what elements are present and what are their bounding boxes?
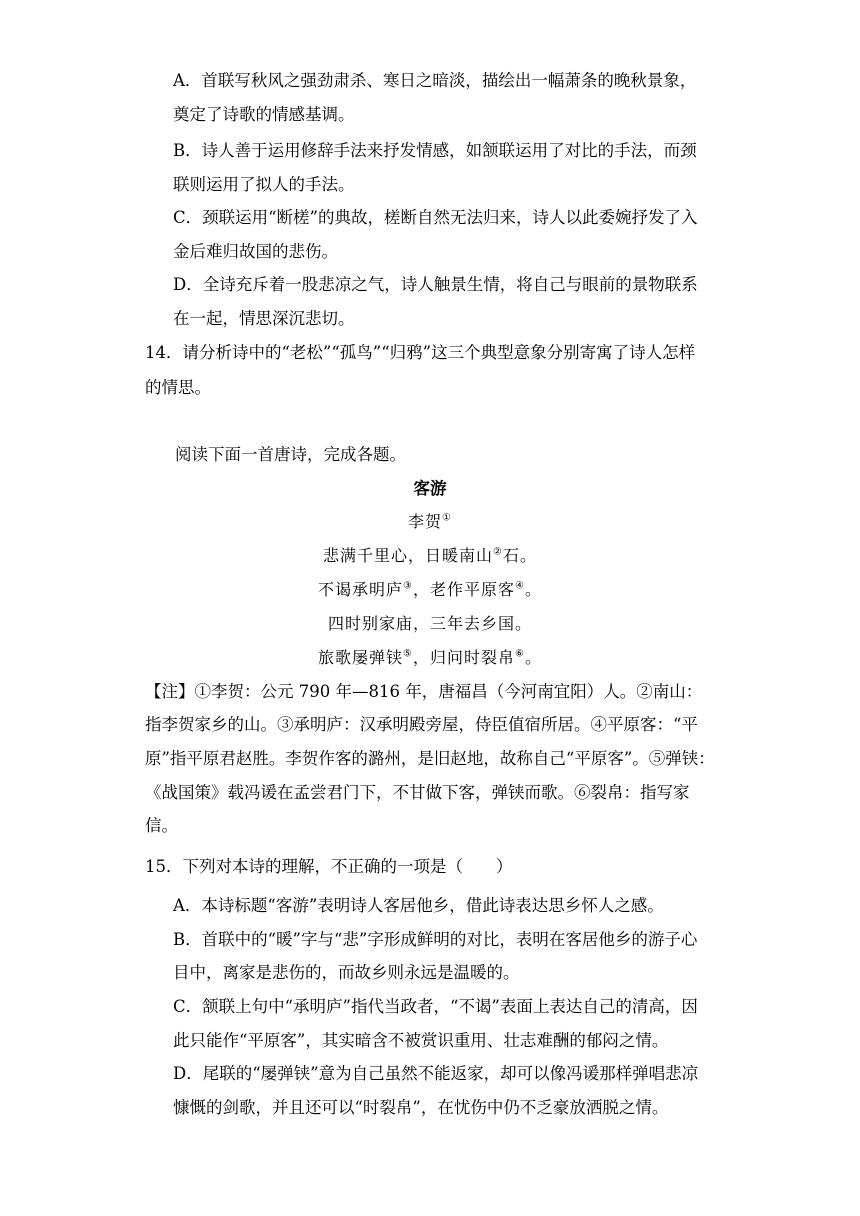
poem-line-4-note-b: ⑥	[515, 648, 525, 660]
poem-line-2-text-c: 。	[524, 580, 542, 599]
q13-option-c-line2: 金后难归故国的悲伤。	[173, 242, 338, 261]
q13-option-b-line1: B．诗人善于运用修辞手法来抒发情感，如颔联运用了对比的手法，而颈	[173, 141, 697, 160]
q15-option-d-line1: D．尾联的“屡弹铗”意为自己虽然不能返家，却可以像冯谖那样弹唱悲凉	[173, 1064, 699, 1083]
poem-title: 客游	[413, 479, 447, 498]
q13-option-a-line2: 奠定了诗歌的情感基调。	[173, 105, 355, 124]
poem-line-1	[0, 545, 860, 567]
poem-line-2-note-b: ④	[515, 580, 525, 592]
note-line-3: 原”指平原君赵胜。李贺作客的潞州，是旧赵地，故称自己“平原客”。⑤弹铗：	[145, 749, 715, 768]
q14-stem-line2: 的情思。	[145, 378, 211, 397]
poem-line-2-text-a: 不谒承明庐	[318, 580, 404, 599]
note-line-1: 【注】①李贺：公元 790 年—816 年，唐福昌（今河南宜阳）人。②南山：	[145, 682, 703, 701]
q14-stem-line1: 14．请分析诗中的“老松”“孤鸟”“归鸦”这三个典型意象分别寄寓了诗人怎样	[145, 343, 696, 362]
q15-option-c-line1: C．颔联上句中“承明庐”指代当政者，“不谒”表面上表达自己的清高，因	[173, 997, 698, 1016]
poem-author-note-mark: ①	[442, 512, 452, 524]
q15-option-b-line2: 目中，离家是悲伤的，而故乡则永远是温暖的。	[173, 963, 520, 982]
reading-intro: 阅读下面一首唐诗，完成各题。	[175, 445, 406, 464]
poem-line-4-text-b: ，归问时裂帛	[412, 648, 515, 667]
poem-line-1-note: ②	[493, 546, 503, 558]
poem-line-2	[0, 579, 860, 601]
q13-option-c-line1: C．颈联运用“断槎”的典故，槎断自然无法归来，诗人以此委婉抒发了入	[173, 208, 698, 227]
note-line-2: 指李贺家乡的山。③承明庐：汉承明殿旁屋，侍臣值宿所居。④平原客：“平	[145, 715, 698, 734]
note-line-5: 信。	[145, 816, 178, 835]
q13-option-b-line2: 联则运用了拟人的手法。	[173, 175, 355, 194]
poem-author	[0, 511, 860, 533]
poem-line-4	[0, 647, 860, 669]
poem-line-1-text-b: 石。	[502, 546, 537, 565]
q15-option-d-line2: 慷慨的剑歌，并且还可以“时裂帛”，在忧伤中仍不乏豪放洒脱之情。	[173, 1098, 669, 1117]
poem-line-2-note-a: ③	[403, 580, 413, 592]
poem-line-2-text-b: ，老作平原客	[412, 580, 515, 599]
poem-line-4-note-a: ⑤	[403, 648, 413, 660]
poem-author-name: 李贺	[408, 512, 443, 531]
q15-option-a: A．本诗标题“客游”表明诗人客居他乡，借此诗表达思乡怀人之感。	[173, 896, 664, 915]
poem-line-3: 四时别家庙，三年去乡国。	[327, 614, 532, 633]
poem-line-1-text-a: 悲满千里心，日暖南山	[323, 546, 494, 565]
q13-option-d-line1: D．全诗充斥着一股悲凉之气，诗人触景生情，将自己与眼前的景物联系	[173, 275, 698, 294]
q15-stem: 15．下列对本诗的理解，不正确的一项是（ ）	[145, 857, 513, 876]
q13-option-d-line2: 在一起，情思深沉悲切。	[173, 309, 355, 328]
poem-line-4-text-a: 旅歌屡弹铗	[318, 648, 404, 667]
poem-line-4-text-c: 。	[524, 648, 542, 667]
q13-option-a-line1: A．首联写秋风之强劲肃杀、寒日之暗淡，描绘出一幅萧条的晚秋景象，	[173, 71, 697, 90]
q15-option-b-line1: B．首联中的“暖”字与“悲”字形成鲜明的对比，表明在客居他乡的游子心	[173, 930, 698, 949]
q15-option-c-line2: 此只能作“平原客”，其实暗含不被赏识重用、壮志难酬的郁闷之情。	[173, 1031, 669, 1050]
note-line-4: 《战国策》载冯谖在孟尝君门下，不甘做下客，弹铗而歌。⑥裂帛：指写家	[145, 783, 690, 802]
